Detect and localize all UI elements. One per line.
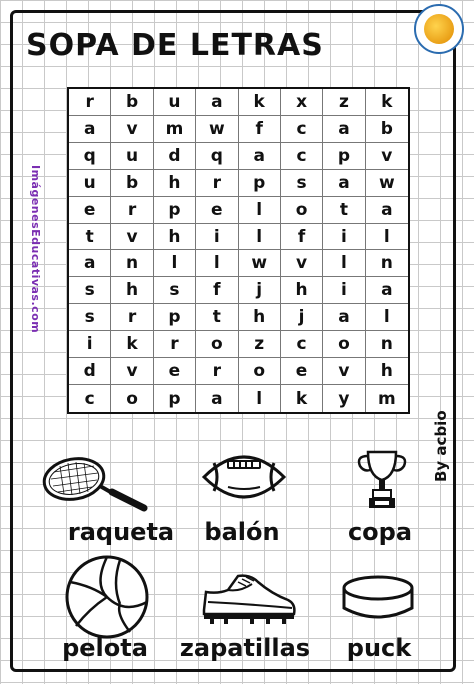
grid-cell: c	[281, 331, 323, 358]
grid-cell: n	[111, 250, 153, 277]
grid-cell: p	[154, 197, 196, 224]
grid-cell: b	[111, 170, 153, 197]
grid-cell: k	[239, 89, 281, 116]
grid-cell: h	[111, 277, 153, 304]
author-credit: By acbio	[432, 410, 450, 482]
grid-cell: z	[323, 89, 365, 116]
grid-cell: i	[323, 224, 365, 251]
grid-cell: a	[323, 170, 365, 197]
grid-cell: v	[281, 250, 323, 277]
grid-cell: u	[69, 170, 111, 197]
grid-cell: a	[366, 197, 408, 224]
grid-cell: p	[154, 385, 196, 412]
word-label-pelota: pelota	[62, 634, 148, 662]
grid-cell: y	[323, 385, 365, 412]
grid-cell: f	[281, 224, 323, 251]
word-search-grid	[67, 87, 410, 414]
grid-cell: l	[366, 304, 408, 331]
grid-cell: d	[69, 358, 111, 385]
grid-cell: h	[366, 358, 408, 385]
site-logo-icon	[414, 4, 464, 54]
grid-cell: p	[323, 143, 365, 170]
word-label-puck: puck	[346, 634, 412, 662]
grid-cell: s	[69, 277, 111, 304]
grid-cell: s	[69, 304, 111, 331]
grid-cell: s	[281, 170, 323, 197]
grid-cell: l	[366, 224, 408, 251]
grid-cell: i	[323, 277, 365, 304]
grid-cell: o	[281, 197, 323, 224]
grid-cell: e	[281, 358, 323, 385]
grid-cell: p	[239, 170, 281, 197]
grid-cell: e	[196, 197, 238, 224]
grid-cell: a	[196, 89, 238, 116]
grid-cell: m	[154, 116, 196, 143]
grid-cell: r	[111, 197, 153, 224]
grid-cell: l	[239, 197, 281, 224]
grid-cell: p	[154, 304, 196, 331]
grid-cell: f	[239, 116, 281, 143]
grid-cell: c	[281, 143, 323, 170]
grid-cell: t	[196, 304, 238, 331]
grid-cell: n	[366, 331, 408, 358]
word-label-zapatillas: zapatillas	[179, 634, 311, 662]
grid-cell: s	[154, 277, 196, 304]
grid-cell: q	[69, 143, 111, 170]
grid-cell: c	[69, 385, 111, 412]
grid-cell: t	[323, 197, 365, 224]
grid-cell: l	[154, 250, 196, 277]
grid-cell: i	[196, 224, 238, 251]
grid-cell: a	[69, 116, 111, 143]
trophy-icon	[352, 448, 412, 512]
grid-cell: w	[366, 170, 408, 197]
grid-cell: v	[111, 224, 153, 251]
grid-cell: l	[196, 250, 238, 277]
football-icon	[200, 447, 288, 507]
watermark-site-name: ImágenesEducativas.com	[29, 165, 42, 334]
grid-cell: o	[111, 385, 153, 412]
grid-cell: c	[281, 116, 323, 143]
sneaker-icon	[198, 570, 298, 626]
grid-cell: l	[323, 250, 365, 277]
grid-cell: o	[323, 331, 365, 358]
grid-cell: r	[154, 331, 196, 358]
grid-cell: f	[196, 277, 238, 304]
grid-cell: v	[323, 358, 365, 385]
grid-cell: d	[154, 143, 196, 170]
grid-cell: m	[377, 388, 396, 409]
grid-cell: h	[154, 170, 196, 197]
grid-cell: n	[366, 250, 408, 277]
grid-cell: v	[111, 358, 153, 385]
grid-cell: w	[239, 250, 281, 277]
grid-cell: u	[111, 143, 153, 170]
grid-cell: h	[239, 304, 281, 331]
grid-cell: j	[281, 304, 323, 331]
grid-cell: a	[196, 385, 238, 412]
grid-cell: e	[154, 358, 196, 385]
grid-cell: o	[239, 358, 281, 385]
word-label-balon: balón	[204, 518, 280, 546]
grid-cell: k	[111, 331, 153, 358]
grid-cell: a	[69, 250, 111, 277]
grid-cell: a	[323, 116, 365, 143]
grid-cell: b	[366, 116, 408, 143]
grid-cell: v	[366, 143, 408, 170]
grid-cell: w	[196, 116, 238, 143]
grid-cell: q	[196, 143, 238, 170]
grid-cell: l	[239, 224, 281, 251]
grid-cell: l	[239, 385, 281, 412]
word-label-copa: copa	[347, 518, 413, 546]
grid-cell: o	[196, 331, 238, 358]
grid-cell: z	[239, 331, 281, 358]
word-label-raqueta: raqueta	[67, 518, 175, 546]
grid-cell: a	[323, 304, 365, 331]
grid-cell: k	[366, 89, 408, 116]
grid-cell: r	[196, 358, 238, 385]
grid-cell: r	[111, 304, 153, 331]
grid-cell: b	[111, 89, 153, 116]
grid-cell: i	[69, 331, 111, 358]
grid-cell: h	[154, 224, 196, 251]
grid-cell: a	[239, 143, 281, 170]
grid-cell: x	[281, 89, 323, 116]
grid-cell: j	[239, 277, 281, 304]
racket-icon	[40, 454, 152, 516]
grid-cell: v	[111, 116, 153, 143]
hockey-puck-icon	[340, 574, 416, 626]
grid-cell: r	[196, 170, 238, 197]
grid-cell: k	[281, 385, 323, 412]
grid-cell: e	[69, 197, 111, 224]
grid-cell: a	[366, 277, 408, 304]
volleyball-icon	[64, 554, 150, 640]
grid-cell: u	[154, 89, 196, 116]
page-title: SOPA DE LETRAS	[26, 28, 324, 63]
grid-cell: h	[281, 277, 323, 304]
grid-cell: t	[69, 224, 111, 251]
grid-cell: r	[69, 89, 111, 116]
